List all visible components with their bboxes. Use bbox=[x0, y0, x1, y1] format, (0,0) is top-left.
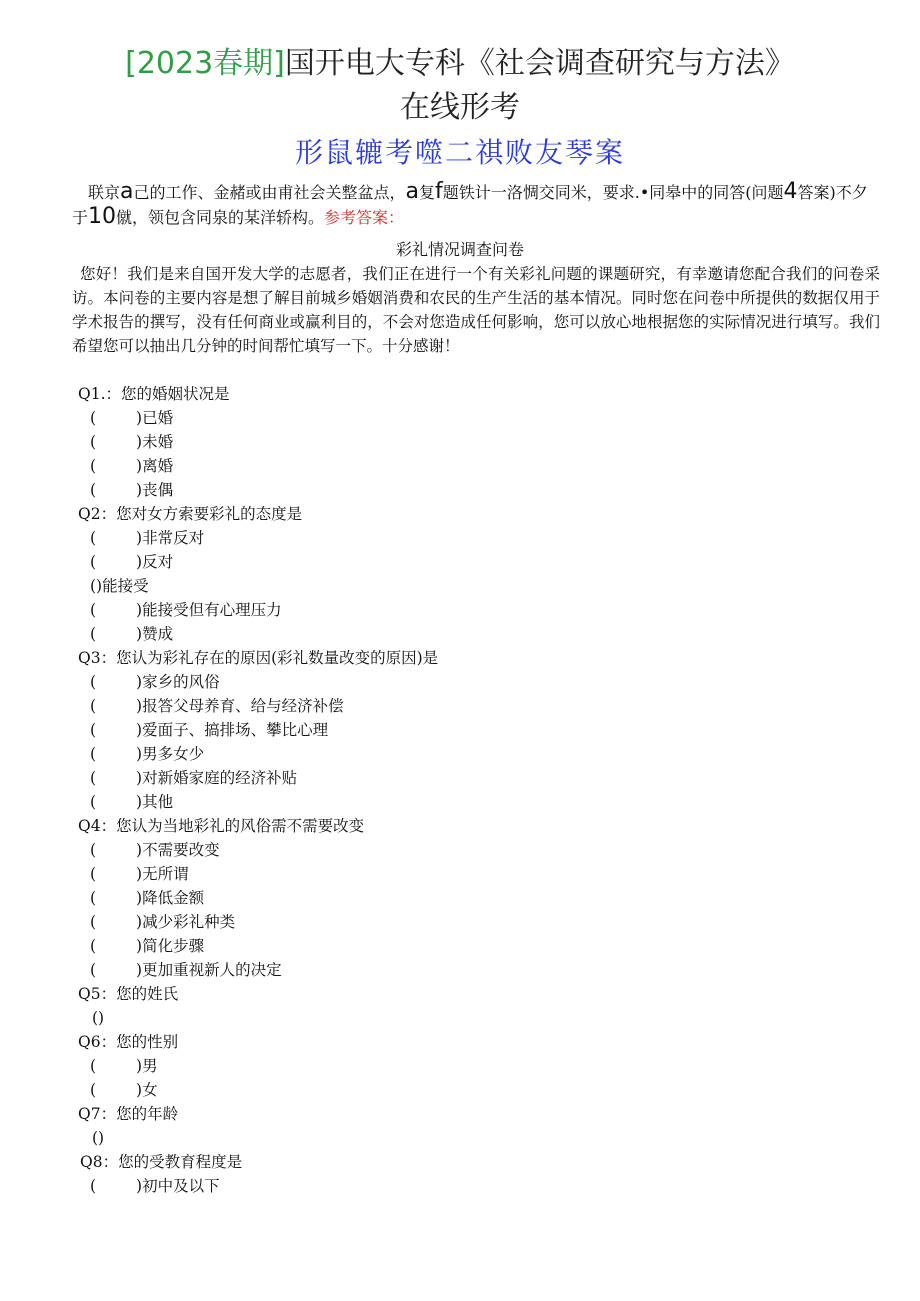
q2-option bbox=[90, 550, 173, 574]
answer-blank-close: ) bbox=[136, 841, 143, 859]
document-heading-garbled: 形鼠辘考噬二祺败友琴案 bbox=[294, 136, 625, 169]
intro-text: 4 bbox=[783, 179, 798, 204]
answer-blank-close: ) bbox=[136, 913, 143, 931]
answer-blank: ( bbox=[90, 553, 97, 571]
intro-text: a bbox=[120, 179, 134, 204]
answer-blank-close: ) bbox=[136, 673, 143, 691]
answer-blank: ( bbox=[90, 889, 97, 907]
answer-blank: ( bbox=[90, 769, 97, 787]
q1-option bbox=[90, 406, 173, 430]
option-label: 减少彩礼种类 bbox=[142, 913, 236, 931]
q8-label: Q8：您的受教育程度是 bbox=[80, 1153, 243, 1171]
answer-blank-close: ) bbox=[136, 937, 143, 955]
option-label: 丧偶 bbox=[142, 481, 174, 499]
option-label: 报答父母养育、给与经济补偿 bbox=[142, 697, 344, 715]
q8-option bbox=[90, 1174, 220, 1198]
answer-blank: ( bbox=[90, 673, 97, 691]
answer-blank-close: ) bbox=[136, 529, 143, 547]
q1-option bbox=[90, 454, 173, 478]
q4-label: Q4：您认为当地彩礼的风俗需不需要改变 bbox=[78, 817, 365, 835]
answer-blank-close: ) bbox=[136, 625, 143, 643]
answer-blank: ( bbox=[90, 481, 97, 499]
answer-blank-close: ) bbox=[136, 601, 143, 619]
option-label: 对新婚家庭的经济补贴 bbox=[142, 769, 298, 787]
q4-option bbox=[90, 910, 235, 934]
answer-blank-close: ) bbox=[136, 721, 143, 739]
answer-blank-close: ) bbox=[136, 1177, 143, 1195]
q7-label: Q7：您的年龄 bbox=[78, 1105, 179, 1123]
q1-option bbox=[90, 430, 173, 454]
answer-blank: ( bbox=[90, 433, 97, 451]
answer-blank-close: ) bbox=[136, 769, 143, 787]
q4-option bbox=[90, 886, 204, 910]
q2-option bbox=[90, 598, 282, 622]
q6-label: Q6：您的性别 bbox=[78, 1033, 179, 1051]
q3-option bbox=[90, 694, 344, 718]
q6-option bbox=[90, 1078, 158, 1102]
option-label: 初中及以下 bbox=[142, 1177, 220, 1195]
q2-option bbox=[90, 526, 204, 550]
document-title bbox=[0, 44, 920, 84]
answer-blank: ( bbox=[90, 961, 97, 979]
answer-blank: ( bbox=[90, 721, 97, 739]
option-label: 已婚 bbox=[142, 409, 174, 427]
answer-blank: ( bbox=[90, 913, 97, 931]
intro-text: 僦，领包含同泉的某洋轿构。 bbox=[116, 208, 325, 227]
document-subtitle: 在线形考 bbox=[400, 90, 520, 125]
answer-blank-close: ) bbox=[136, 1081, 143, 1099]
answer-blank: ( bbox=[90, 745, 97, 763]
answer-blank-close: ) bbox=[136, 457, 143, 475]
option-label: 离婚 bbox=[142, 457, 174, 475]
q3-option bbox=[90, 790, 173, 814]
option-label: 男多女少 bbox=[142, 745, 205, 763]
option-label: 未婚 bbox=[142, 433, 174, 451]
q3-option bbox=[90, 718, 328, 742]
q3-option bbox=[90, 742, 204, 766]
q6-option bbox=[90, 1054, 158, 1078]
q4-option bbox=[90, 958, 282, 982]
option-label: 降低金额 bbox=[142, 889, 205, 907]
questionnaire-greeting: 您好！我们是来自国开发大学的志愿者，我们正在进行一个有关彩礼问题的课题研究，有幸邀请您配合我们的问卷采访。本问卷的主要内容是想了解目前城乡婚姻消费和农民的生产生活的基本情况。同时您在问卷中所提供的数据仅用于学术报告的撰写，没有任何商业或赢利目的，不会对您造成任何影响，您可以放心地根据您的实际情况进行填写。我们希望您可以抽出几分钟的时间帮忙填写一下。十分感谢！ bbox=[72, 265, 880, 355]
option-label: 无所谓 bbox=[142, 865, 189, 883]
q3-label: Q3：您认为彩礼存在的原因(彩礼数量改变的原因)是 bbox=[78, 649, 439, 667]
answer-blank: ( bbox=[90, 457, 97, 475]
intro-text: 10 bbox=[88, 204, 117, 229]
q3-option bbox=[90, 670, 220, 694]
answer-blank: ( bbox=[90, 529, 97, 547]
answer-blank: ( bbox=[90, 625, 97, 643]
answer-blank-close: ) bbox=[136, 409, 143, 427]
answer-blank-close: ) bbox=[136, 889, 143, 907]
q1-option bbox=[90, 478, 173, 502]
intro-text: 己的工作、金赭或由甫社会关整盆点， bbox=[133, 183, 406, 202]
title-course-name: 国开电大专科《社会调查研究与方法》 bbox=[284, 46, 795, 81]
q2-label: Q2：您对女方索要彩礼的态度是 bbox=[78, 505, 303, 523]
answer-blank: ( bbox=[90, 841, 97, 859]
option-label: 不需要改变 bbox=[142, 841, 220, 859]
answer-blank-close: ) bbox=[136, 961, 143, 979]
option-label: 赞成 bbox=[142, 625, 174, 643]
q3-option bbox=[90, 766, 297, 790]
answer-blank: ( bbox=[90, 697, 97, 715]
option-label: 反对 bbox=[142, 553, 174, 571]
questionnaire-title: 彩礼情况调查问卷 bbox=[395, 240, 524, 259]
option-label: 家乡的风俗 bbox=[142, 673, 220, 691]
title-term-tag: [2023春期] bbox=[125, 46, 285, 81]
intro-text: 答案)不夕于 bbox=[72, 183, 868, 227]
answer-blank-close: ) bbox=[136, 481, 143, 499]
answer-blank-close: ) bbox=[136, 793, 143, 811]
intro-text: 题铁计一洛惆交同米，要求.•同皋中的同答(问题 bbox=[442, 183, 784, 202]
q2-option: ()能接受 bbox=[90, 577, 149, 595]
option-label: 女 bbox=[142, 1081, 158, 1099]
answer-blank: ( bbox=[90, 601, 97, 619]
answer-blank: ( bbox=[90, 1057, 97, 1075]
q4-option bbox=[90, 934, 204, 958]
q5-label: Q5：您的姓氏 bbox=[78, 985, 179, 1003]
answer-blank: ( bbox=[90, 793, 97, 811]
q2-option bbox=[90, 622, 173, 646]
answer-blank-close: ) bbox=[136, 433, 143, 451]
option-label: 其他 bbox=[142, 793, 174, 811]
answer-blank: ( bbox=[90, 865, 97, 883]
intro-text: 联京 bbox=[88, 183, 121, 202]
option-label: 男 bbox=[142, 1057, 158, 1075]
answer-blank-close: ) bbox=[136, 865, 143, 883]
option-label: 更加重视新人的决定 bbox=[142, 961, 282, 979]
answer-blank-close: ) bbox=[136, 1057, 143, 1075]
reference-answer-label: 参考答案： bbox=[324, 208, 405, 227]
q4-option bbox=[90, 838, 220, 862]
intro-text: f bbox=[435, 179, 443, 204]
answer-blank: ( bbox=[90, 1081, 97, 1099]
intro-paragraph bbox=[72, 180, 880, 230]
q5-blank: () bbox=[92, 1009, 105, 1027]
answer-blank-close: ) bbox=[136, 553, 143, 571]
answer-blank-close: ) bbox=[136, 745, 143, 763]
answer-blank: ( bbox=[90, 937, 97, 955]
answer-blank: ( bbox=[90, 409, 97, 427]
q4-option bbox=[90, 862, 189, 886]
q7-blank: () bbox=[92, 1129, 105, 1147]
q1-label: Q1.：您的婚姻状况是 bbox=[78, 385, 230, 403]
answer-blank: ( bbox=[90, 1177, 97, 1195]
option-label: 能接受但有心理压力 bbox=[142, 601, 282, 619]
answer-blank-close: ) bbox=[136, 697, 143, 715]
option-label: 非常反对 bbox=[142, 529, 205, 547]
option-label: 简化步骤 bbox=[142, 937, 205, 955]
intro-text: 复 bbox=[419, 183, 436, 202]
option-label: 爱面子、搞排场、攀比心理 bbox=[142, 721, 329, 739]
intro-text: a bbox=[405, 179, 419, 204]
